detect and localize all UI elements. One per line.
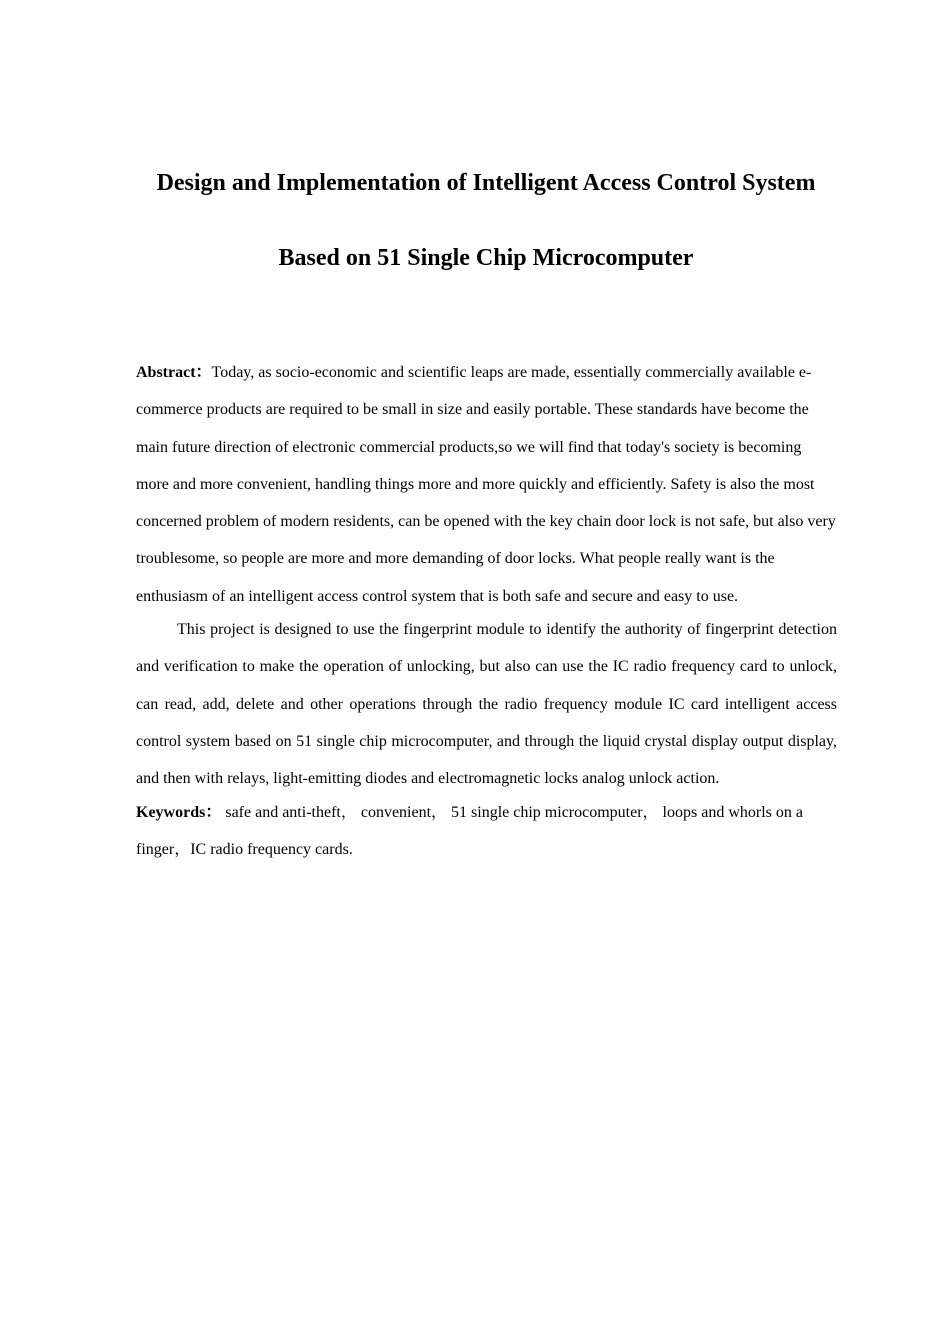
paper-title-line-2: Based on 51 Single Chip Microcomputer [278, 245, 694, 271]
abstract-text: Today, as socio-economic and scientific leaps are made, essentially commercially available e-commerce products are required to be small in size and easily portable. These standards have become the main future direction of electronic commercial products,so we will find that today's society is becoming more and more convenient, handling things more and more quickly and efficiently. Safety is also the most concerned problem of modern residents, can be opened with the key chain door lock is not safe, but also very troublesome, so people are more and more demanding of door locks. What people really want is the enthusiasm of an intelligent access control system that is both safe and secure and easy to use. [136, 364, 836, 605]
keywords-paragraph [136, 794, 837, 869]
abstract-section [136, 354, 837, 868]
project-description-paragraph: This project is designed to use the fingerprint module to identify the authority of fingerprint detection and verification to make the operation of unlocking, but also can use the IC radio frequency card to unlock, can read, add, delete and other operations through the radio frequency module IC card intelligent access control system based on 51 single chip microcomputer, and through the liquid crystal display output display, and then with relays, light-emitting diodes and electromagnetic locks analog unlock action. [136, 621, 837, 788]
keywords-label: Keywords： [136, 803, 222, 821]
abstract-paragraph [136, 354, 837, 615]
keywords-text: safe and anti-theft， convenient， 51 single chip microcomputer， loops and whorls on a finger，IC radio frequency cards. [136, 803, 803, 858]
abstract-label: Abstract： [136, 364, 212, 381]
paper-title-line-1: Design and Implementation of Intelligent Access Control System [156, 170, 816, 196]
